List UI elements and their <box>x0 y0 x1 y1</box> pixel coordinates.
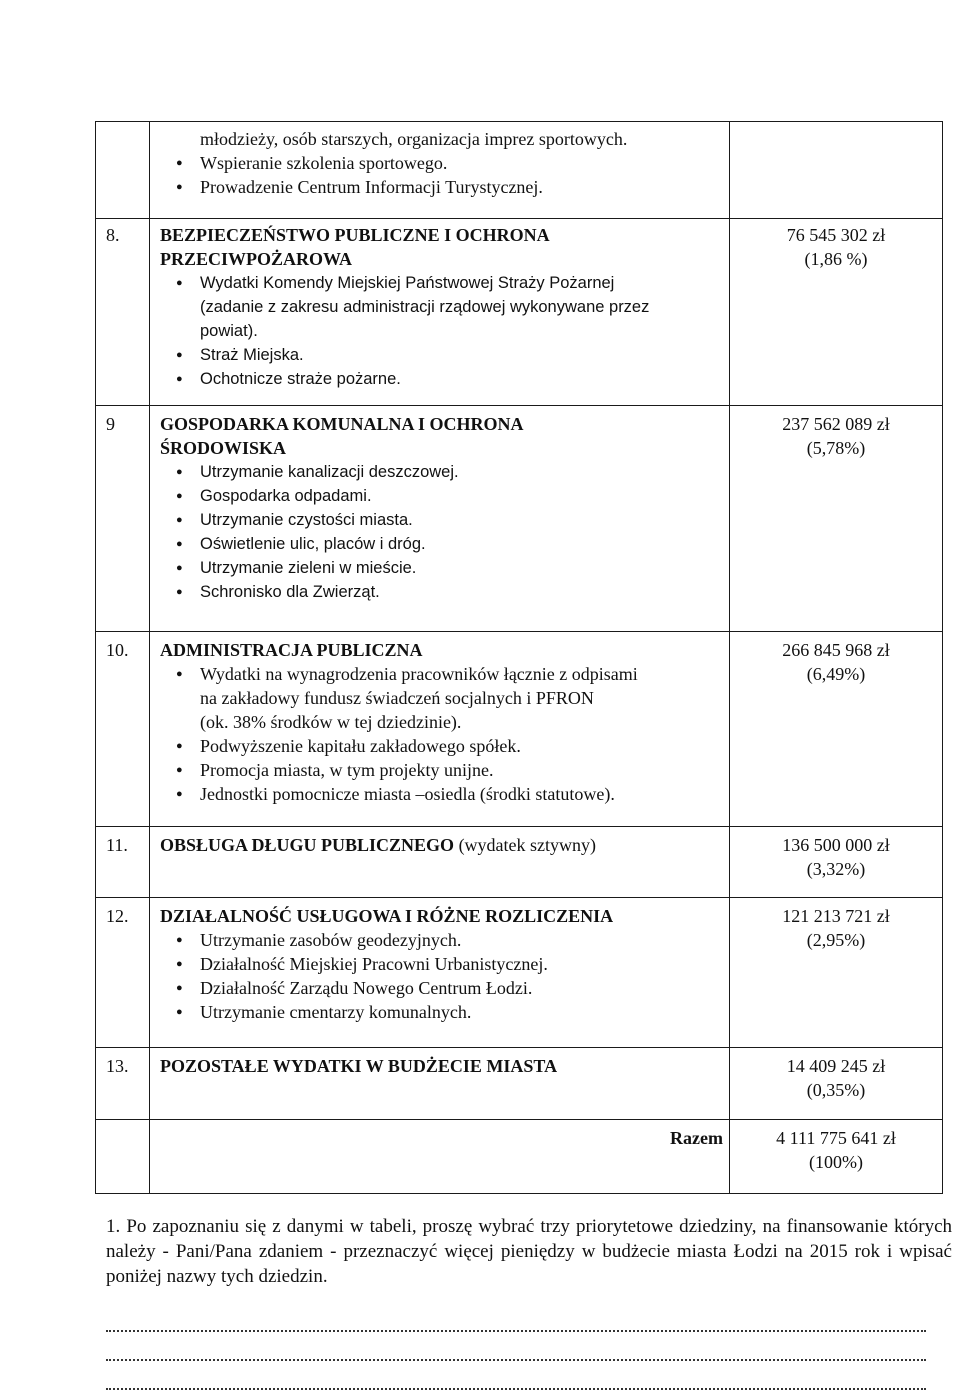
row-number-cell <box>96 632 150 827</box>
row-number: 12. <box>106 906 129 926</box>
list-item: ● Wydatki Komendy Miejskiej Państwowej Straży Pożarnej <box>160 271 723 295</box>
row-description-cell <box>150 406 730 632</box>
row-number: 13. <box>106 1056 129 1076</box>
amount-value: 121 213 721 zł <box>782 906 890 926</box>
total-row <box>96 1120 943 1194</box>
list-item: ● Podwyższenie kapitału zakładowego spółek. <box>160 734 723 758</box>
answer-line-1[interactable] <box>106 1328 926 1332</box>
amount-percent: (5,78%) <box>806 438 866 458</box>
section-title: DZIAŁALNOŚĆ USŁUGOWA I RÓŻNE ROZLICZENIA <box>160 906 614 926</box>
row-description-cell <box>150 1048 730 1120</box>
list-item: ● Schronisko dla Zwierząt. <box>160 580 723 604</box>
list-item: ● Straż Miejska. <box>160 343 723 367</box>
row-amount-cell <box>730 632 943 827</box>
list-item: ● Gospodarka odpadami. <box>160 484 723 508</box>
row-amount-cell <box>730 1048 943 1120</box>
list-item: ● Ochotnicze straże pożarne. <box>160 367 723 391</box>
amount-value: 136 500 000 zł <box>782 835 890 855</box>
row-number: 10. <box>106 640 129 660</box>
table-row <box>96 406 943 632</box>
item-list <box>160 460 723 604</box>
amount-value: 266 845 968 zł <box>782 640 890 660</box>
list-item: ● Wspieranie szkolenia sportowego. <box>160 151 723 175</box>
row-amount-cell <box>730 122 943 219</box>
row-number-cell <box>96 122 150 219</box>
table-row <box>96 898 943 1048</box>
list-item: młodzieży, osób starszych, organizacja imprez sportowych. <box>200 129 628 149</box>
row-number-cell <box>96 1120 150 1194</box>
row-number-cell <box>96 827 150 898</box>
amount-value: 76 545 302 zł <box>786 225 886 245</box>
row-amount-cell <box>730 1120 943 1194</box>
section-title: GOSPODARKA KOMUNALNA I OCHRONA ŚRODOWISKA <box>160 414 524 458</box>
list-item: ● Oświetlenie ulic, placów i dróg. <box>160 532 723 556</box>
row-amount-cell <box>730 827 943 898</box>
amount-percent: (0,35%) <box>806 1080 866 1100</box>
list-item: powiat). <box>200 322 258 340</box>
list-item: ● Utrzymanie kanalizacji deszczowej. <box>160 460 723 484</box>
table-row <box>96 827 943 898</box>
list-item: ● Jednostki pomocnicze miasta –osiedla (środki statutowe). <box>160 782 723 806</box>
list-item: ● Utrzymanie cmentarzy komunalnych. <box>160 1000 723 1024</box>
section-title: POZOSTAŁE WYDATKI W BUDŻECIE MIASTA <box>160 1056 558 1076</box>
total-label-cell <box>150 1120 730 1194</box>
amount-value: 237 562 089 zł <box>782 414 890 434</box>
amount-percent: (2,95%) <box>806 930 866 950</box>
total-label: Razem <box>670 1128 723 1148</box>
item-list <box>160 928 723 1024</box>
row-description-cell <box>150 632 730 827</box>
survey-question: 1. Po zapoznaniu się z danymi w tabeli, proszę wybrać trzy priorytetowe dziedziny, na finansowanie których należy - Pani/Pana zdaniem - przeznaczyć więcej pieniędzy w budżecie miasta Łodzi na 2015 rok i wpisać poniżej nazwy tych dziedzin. <box>106 1216 952 1287</box>
section-title-suffix: (wydatek sztywny) <box>454 835 597 855</box>
list-item: ● Działalność Miejskiej Pracowni Urbanistycznej. <box>160 952 723 976</box>
item-list <box>160 662 723 806</box>
total-percent: (100%) <box>809 1152 863 1172</box>
answer-line-3[interactable] <box>106 1386 926 1390</box>
item-list <box>160 271 723 391</box>
amount-percent: (6,49%) <box>806 664 866 684</box>
list-item: (zadanie z zakresu administracji rządowej wykonywane przez <box>200 298 650 316</box>
row-number-cell <box>96 1048 150 1120</box>
list-item: ● Utrzymanie zasobów geodezyjnych. <box>160 928 723 952</box>
table-row <box>96 1048 943 1120</box>
row-number-cell <box>96 406 150 632</box>
table-row <box>96 219 943 406</box>
amount-percent: (1,86 %) <box>804 249 868 269</box>
row-description-cell <box>150 219 730 406</box>
row-number-cell <box>96 898 150 1048</box>
row-amount-cell <box>730 219 943 406</box>
row-number: 9 <box>106 414 115 434</box>
row-number-cell <box>96 219 150 406</box>
list-item: ● Utrzymanie czystości miasta. <box>160 508 723 532</box>
item-list <box>160 127 723 199</box>
list-item: ● Prowadzenie Centrum Informacji Turystycznej. <box>160 175 723 199</box>
row-number: 8. <box>106 225 120 245</box>
budget-table <box>95 121 943 1194</box>
row-description-cell <box>150 122 730 219</box>
section-title: BEZPIECZEŃSTWO PUBLICZNE I OCHRONA PRZECIWPOŻAROWA <box>160 225 550 269</box>
list-item: ● Wydatki na wynagrodzenia pracowników łącznie z odpisami <box>160 662 723 686</box>
table-row <box>96 122 943 219</box>
amount-percent: (3,32%) <box>806 859 866 879</box>
list-item: (ok. 38% środków w tej dziedzinie). <box>200 712 462 732</box>
row-number: 11. <box>106 835 128 855</box>
row-amount-cell <box>730 898 943 1048</box>
list-item: ● Działalność Zarządu Nowego Centrum Łodzi. <box>160 976 723 1000</box>
list-item: na zakładowy fundusz świadczeń socjalnych i PFRON <box>200 688 594 708</box>
section-title: OBSŁUGA DŁUGU PUBLICZNEGO <box>160 835 455 855</box>
row-description-cell <box>150 827 730 898</box>
total-amount: 4 111 775 641 zł <box>776 1128 896 1148</box>
section-title: ADMINISTRACJA PUBLICZNA <box>160 640 423 660</box>
row-amount-cell <box>730 406 943 632</box>
row-description-cell <box>150 898 730 1048</box>
amount-value: 14 409 245 zł <box>786 1056 886 1076</box>
table-row <box>96 632 943 827</box>
list-item: ● Utrzymanie zieleni w mieście. <box>160 556 723 580</box>
answer-line-2[interactable] <box>106 1357 926 1361</box>
list-item: ● Promocja miasta, w tym projekty unijne. <box>160 758 723 782</box>
